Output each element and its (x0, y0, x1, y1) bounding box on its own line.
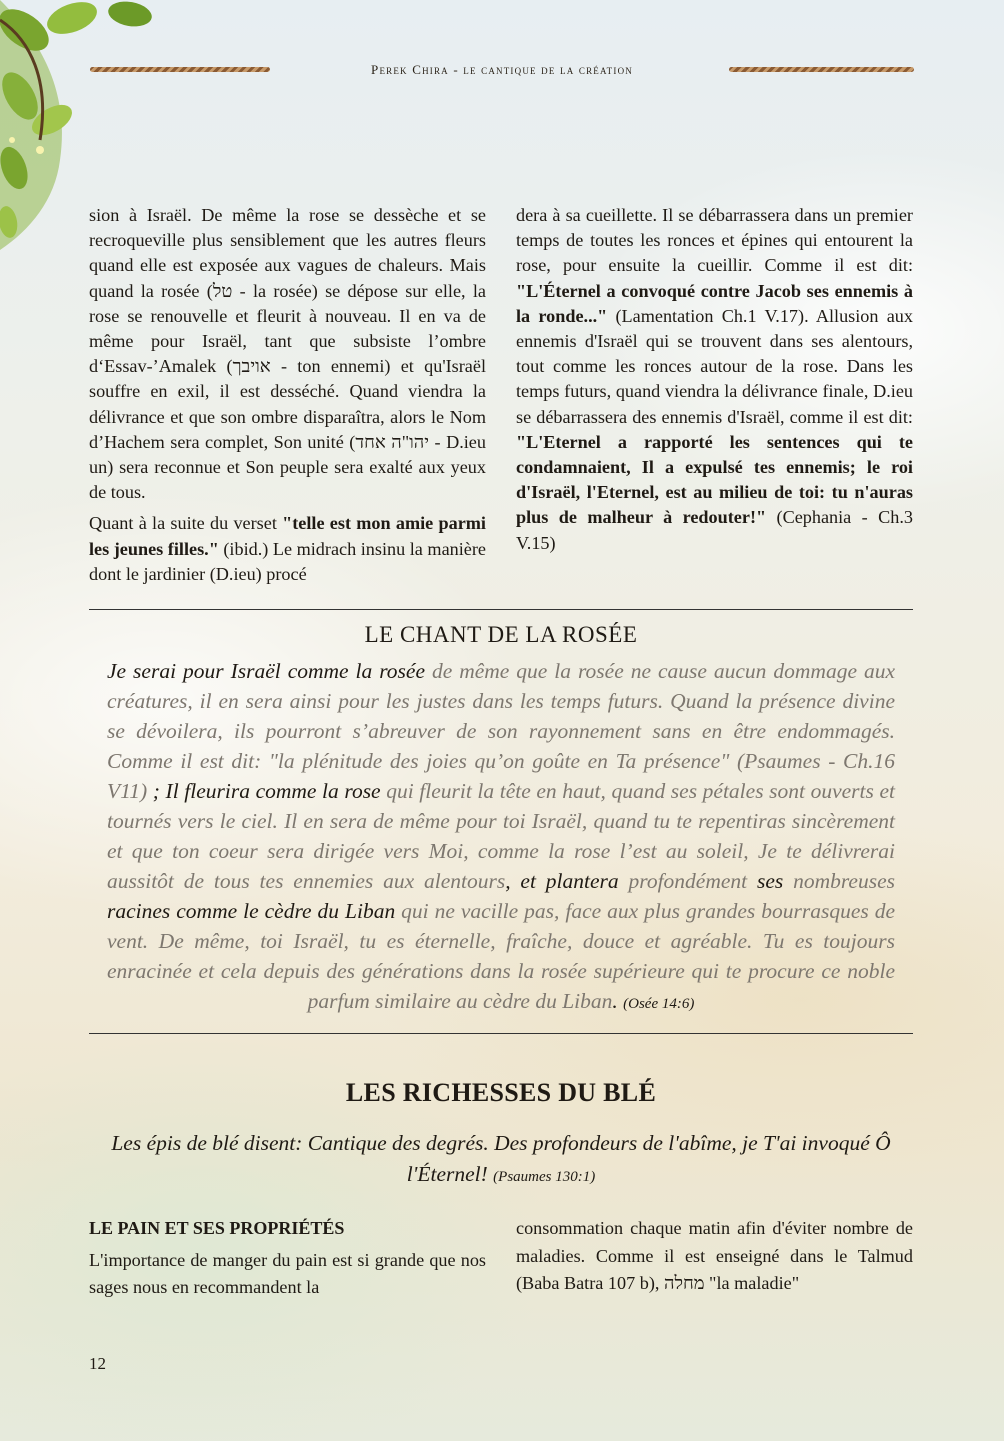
verse-reference: (Psaumes 130:1) (493, 1169, 596, 1186)
intro-right-paragraph-1 (516, 203, 913, 556)
bread-right-column (516, 1215, 913, 1302)
text-run: "L'Eternel a rapporté les sentences qui te condamnaient, Il a expulsé tes ennemis; le roi d'Israël, l'Eternel, est au milieu de toi: tu n'auras plus de malheur à redouter!" (516, 431, 913, 528)
text-run: de même que la rosée ne cause aucun dommage aux créatures, il en sera ainsi pour les justes dans les temps futurs. Quand la présence divine se dévoilera, ils pourront s’abreuver de son rayonnement sans en être endommagés. Comme il est dit: "la plénitude des joies qu’on goûte en Ta présence" (Psaumes - Ch.16 V11) (107, 659, 895, 804)
divider-bottom (89, 1033, 913, 1034)
text-run: "L'Éternel a convoqué contre Jacob ses ennemis à la ronde..." (516, 280, 913, 326)
verse-text (99, 1128, 903, 1193)
divider-top (89, 609, 913, 610)
chant-title: LE CHANT DE LA ROSÉE (364, 622, 638, 648)
text-run: "telle est mon amie parmi les jeunes filles." (89, 513, 486, 559)
running-title: Perek Chira - le cantique de la création (371, 62, 633, 77)
chant-text (89, 656, 913, 1019)
text-run: ses (756, 869, 784, 894)
verse-body: Les épis de blé disent: Cantique des degrés. Des profondeurs de l'abîme, je T'ai invoqué Ô l'Éternel! (111, 1131, 891, 1187)
intro-left-paragraph-2 (89, 511, 486, 587)
text-run: Quant à la suite du verset (89, 513, 283, 534)
text-run: racines comme le cèdre du Liban (107, 899, 396, 924)
intro-columns (89, 203, 913, 587)
chant-reference: (Osée 14:6) (623, 996, 695, 1013)
page-header (90, 58, 914, 82)
text-run: qui fleurit la tête en haut, quand ses pétales sont ouverts et tournés vers le ciel. Il en sera de même pour toi Israël, quand tu te repentiras sincèrement et que ton coeur sera dirigée vers Moi, comme la rose l’est au soleil, Je te délivrerai aussitôt de tous tes ennemies aux alentours (107, 779, 895, 894)
text-run: (ibid.) Le midrach insinu la manière dont le jardinier (D.ieu) procé (89, 538, 486, 584)
section-title: LES RICHESSES DU BLÉ (345, 1078, 657, 1108)
text-run: Je serai pour Israël comme la rosée (107, 659, 425, 684)
text-run: , et plantera (505, 869, 619, 894)
bread-subheading: LE PAIN ET SES PROPRIÉTÉS (89, 1218, 345, 1239)
rope-ornament-right (729, 67, 914, 72)
bread-left-column (89, 1215, 486, 1302)
text-run: . (612, 989, 618, 1014)
text-run: (Cephania - Ch.3 V.15) (516, 507, 913, 553)
text-run: nombreuses (783, 869, 896, 894)
bread-right-text: consommation chaque matin afin d'éviter nombre de maladies. Comme il est enseigné dans le Talmud (Baba Batra 107 b), מחלה "la maladie" (516, 1218, 913, 1294)
bread-columns (89, 1215, 913, 1302)
text-run: dera à sa cueillette. Il se débarrassera dans un premier temps de toutes les ronces et épines qui entourent la rose, pour ensuite la cueillir. Comme il est dit: (516, 205, 913, 276)
text-run: (Lamentation Ch.1 V.17). Allusion aux ennemis d'Israël qui se trouvent dans ses alentours, tout comme les ronces autour de la rose. Dans les temps futurs, quand viendra la délivrance finale, D.ieu se débarrassera des ennemis d'Israël, comme il est dit: (516, 305, 913, 427)
text-run: qui ne vacille pas, face aux plus grandes bourrasques de vent. De même, toi Israël, tu es éternelle, fraîche, douce et agréable. Tu es toujours enracinée et cela depuis des générations dans la rosée supérieure qui te procure ce noble parfum similaire au cèdre du Liban (107, 899, 896, 1014)
text-run: profondément (618, 869, 757, 894)
text-run: sion à Israël. De même la rose se dessèche et se recroqueville plus sensiblement que les autres fleurs quand elle est exposée aux vagues de chaleurs. Mais quand la rosée (טל - la rosée) se dépose sur elle, la rose se renouvelle et fleurit à nouveau. Il en va de même pour Israël, tant que subsiste l’ombre d‘Essav-’Amalek (אויבך - ton ennemi) et qu'Israël souffre en exil, il est desséché. Quand viendra la délivrance et que son ombre disparaîtra, alors le Nom d’Hachem sera complet, Son unité (יהו"ה אחד - D.ieu un) sera reconnue et Son peuple sera exalté aux yeux de tous. (89, 205, 486, 503)
page-number: 12 (89, 1354, 106, 1373)
intro-right-column (516, 203, 913, 587)
intro-left-column (89, 203, 486, 587)
text-run: ; Il fleurira comme la rose (152, 779, 381, 804)
bread-left-text: L'importance de manger du pain est si grande que nos sages nous en recommandent la (89, 1249, 486, 1298)
intro-left-paragraph-1 (89, 203, 486, 505)
chant-runs (107, 659, 895, 1013)
page-content (89, 203, 913, 1302)
